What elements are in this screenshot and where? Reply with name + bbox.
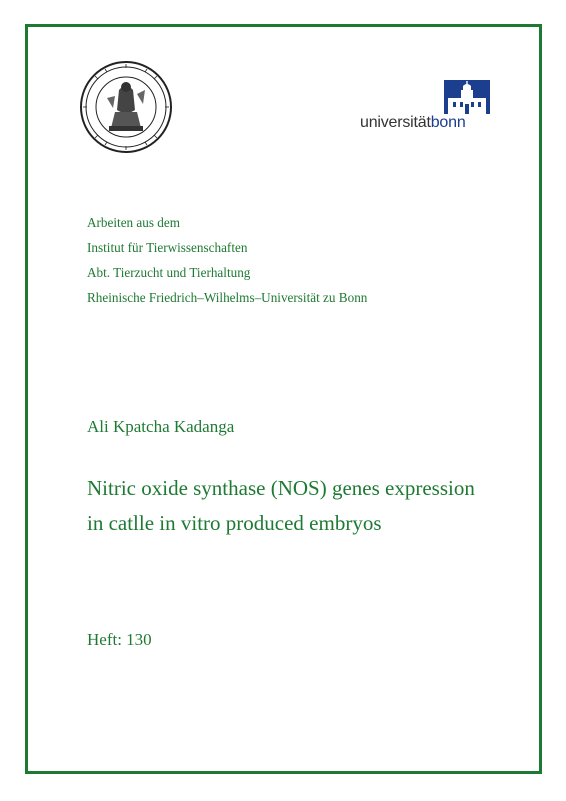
university-seal-icon	[79, 60, 173, 154]
wordmark-bonn: bonn	[430, 114, 466, 131]
university-wordmark	[360, 114, 466, 132]
institute-line-1: Arbeiten aus dem	[87, 215, 181, 230]
institute-line-3: Abt. Tierzucht und Tierhaltung	[87, 265, 251, 280]
university-logo	[360, 80, 492, 136]
heft-number: Heft: 130	[87, 630, 152, 649]
wordmark-universitaet: universität	[360, 114, 431, 131]
institute-line-2: Institut für Tierwissenschaften	[87, 240, 248, 255]
author-name: Ali Kpatcha Kadanga	[87, 417, 235, 436]
title-line-1: Nitric oxide synthase (NOS) genes expression	[87, 476, 475, 500]
institute-line-4: Rheinische Friedrich–Wilhelms–Universität zu Bonn	[87, 290, 368, 305]
title-line-2: in catlle in vitro produced embryos	[87, 511, 382, 535]
university-building-icon	[444, 80, 490, 114]
